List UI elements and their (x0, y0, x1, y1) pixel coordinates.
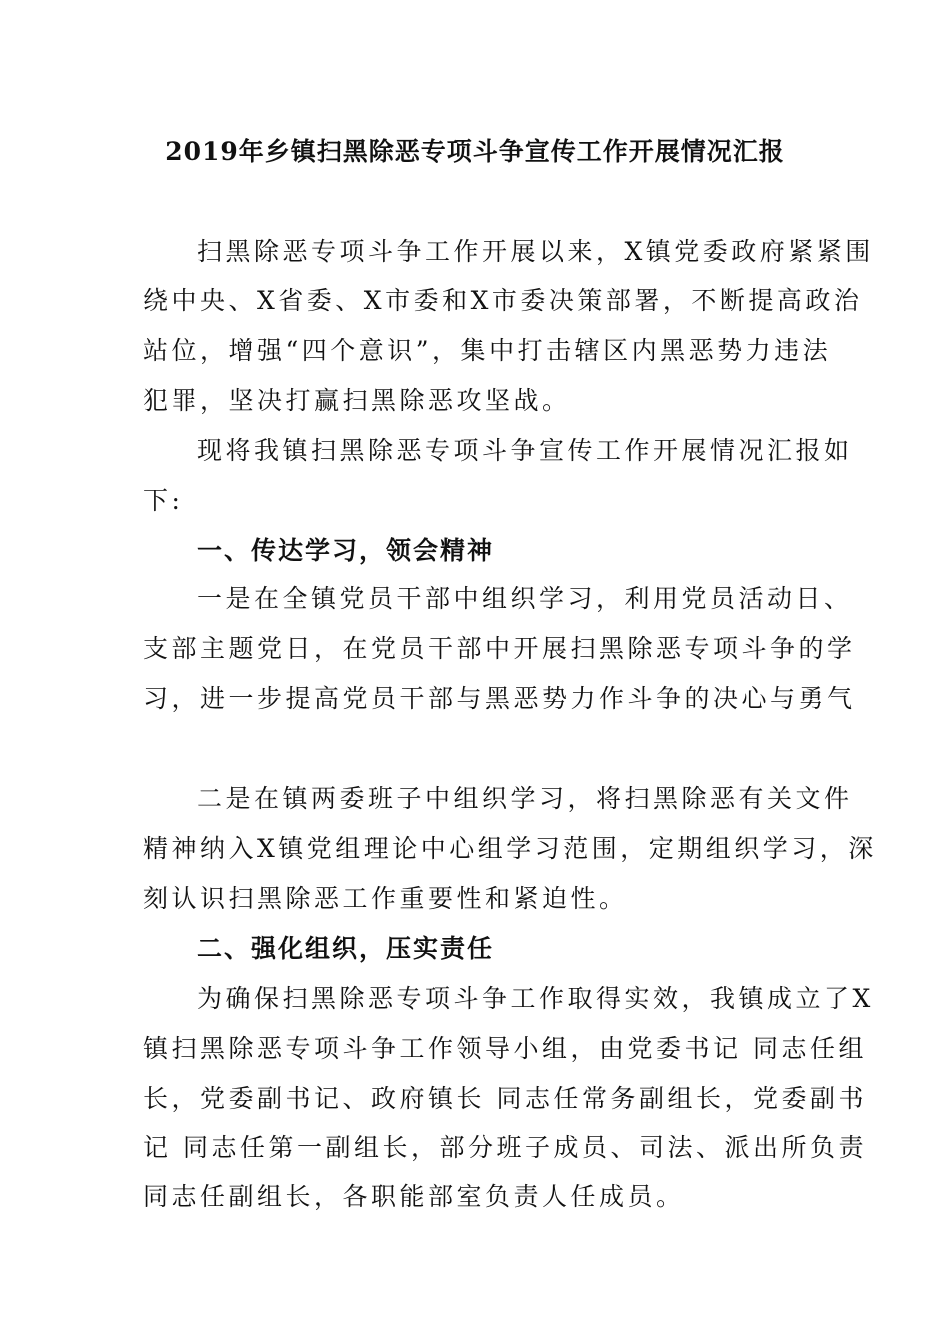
paragraph-line: 长，党委副书记、政府镇长 同志任常务副组长，党委副书 (143, 1084, 867, 1113)
paragraph-line: 镇扫黑除恶专项斗争工作领导小组，由党委书记 同志任组 (143, 1034, 867, 1063)
paragraph-line: 一是在全镇党员干部中组织学习，利用党员活动日、 (197, 584, 853, 613)
section-heading: 一、传达学习，领会精神 (197, 536, 495, 565)
paragraph-line: 绕中央、X省委、X市委和X市委决策部署，不断提高政治 (143, 286, 863, 315)
document-title: 2019年乡镇扫黑除恶专项斗争宣传工作开展情况汇报 (165, 137, 785, 166)
paragraph-line: 扫黑除恶专项斗争工作开展以来，X镇党委政府紧紧围 (197, 237, 874, 266)
section-heading: 二、强化组织，压实责任 (197, 934, 495, 963)
paragraph-line: 习，进一步提高党员干部与黑恶势力作斗争的决心与勇气 (143, 684, 856, 713)
paragraph-line: 记 同志任第一副组长，部分班子成员、司法、派出所负责 (143, 1133, 867, 1162)
paragraph-line: 支部主题党日，在党员干部中开展扫黑除恶专项斗争的学 (143, 634, 856, 663)
paragraph-line: 下: (143, 486, 184, 515)
paragraph-line: 现将我镇扫黑除恶专项斗争宣传工作开展情况汇报如 (197, 436, 853, 465)
paragraph-line: 同志任副组长，各职能部室负责人任成员。 (143, 1182, 685, 1211)
paragraph-line: 二是在镇两委班子中组织学习，将扫黑除恶有关文件 (197, 784, 853, 813)
paragraph-line: 精神纳入X镇党组理论中心组学习范围，定期组织学习，深 (143, 834, 877, 863)
paragraph-line: 站位，增强“四个意识”，集中打击辖区内黑恶势力违法 (143, 336, 832, 365)
paragraph-line: 为确保扫黑除恶专项斗争工作取得实效，我镇成立了X (197, 984, 874, 1013)
paragraph-line: 犯罪，坚决打赢扫黑除恶攻坚战。 (143, 386, 571, 415)
paragraph-line: 刻认识扫黑除恶工作重要性和紧迫性。 (143, 884, 628, 913)
